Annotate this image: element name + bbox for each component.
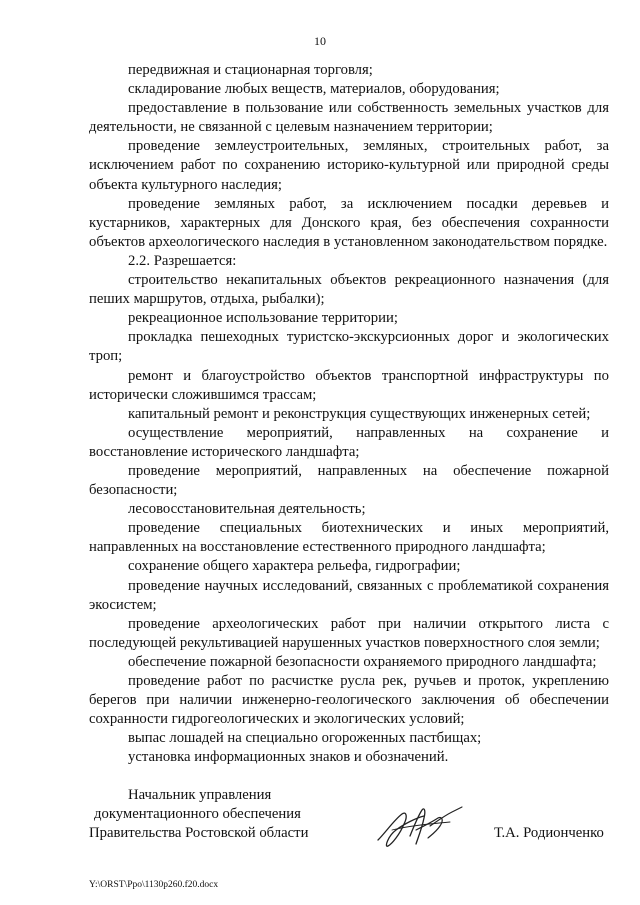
paragraph: проведение специальных биотехнических и иных мероприятий, направленных на восстановление естественного природного ландшафта; (89, 520, 609, 556)
paragraph: проведение мероприятий, направленных на обеспечение пожарной безопасности; (89, 462, 609, 499)
document-body (89, 61, 609, 767)
paragraph: осуществление мероприятий, направленных на сохранение и восстановление исторического ландшафта; (89, 424, 609, 460)
paragraph: ремонт и благоустройство объектов транспортной инфраструктуры по исторически сложившимся трассам; (89, 367, 609, 403)
paragraph: складирование любых веществ, материалов, оборудования; (128, 81, 500, 98)
paragraph: проведение научных исследований, связанных с проблематикой сохранения экосистем; (89, 577, 609, 613)
paragraph: установка информационных знаков и обозначений. (128, 749, 449, 766)
handwritten-signature (372, 796, 464, 860)
page-number: 10 (314, 34, 326, 48)
paragraph: передвижная и стационарная торговля; (128, 62, 373, 78)
signatory-name: Т.А. Родионченко (494, 825, 604, 841)
paragraph: проведение землеустроительных, земляных, строительных работ, за исключением работ по сохранению историко-культурной или природной среды объекта культурного наследия; (89, 138, 609, 193)
paragraph: предоставление в пользование или собственность земельных участков для деятельности, не связанной с целевым назначением территории; (89, 100, 609, 136)
signatory-title (89, 786, 308, 843)
signatory-title-line: Начальник управления (128, 787, 272, 803)
paragraph: рекреационное использование территории; (128, 310, 398, 327)
signatory-title-line: документационного обеспечения (94, 806, 301, 823)
file-path: Y:\ORST\Ppo\1130p260.f20.docx (89, 880, 219, 890)
paragraph: обеспечение пожарной безопасности охраняемого природного ландшафта; (128, 653, 597, 670)
signatory-title-line: Правительства Ростовской области (89, 825, 309, 842)
paragraph: строительство некапитальных объектов рекреационного назначения (для пеших маршрутов, отдыха, рыбалки); (89, 272, 609, 308)
paragraph: выпас лошадей на специально огороженных пастбищах; (128, 730, 482, 747)
paragraph: проведение земляных работ, за исключением посадки деревьев и кустарников, характерных для Донского края, без обеспечения сохранности объектов археологического наследия в установленном законодательством порядке. (89, 195, 609, 250)
section-heading: 2.2. Разрешается: (128, 252, 237, 269)
paragraph: прокладка пешеходных туристско-экскурсионных дорог и экологических троп; (89, 329, 609, 365)
paragraph: проведение археологических работ при наличии открытого листа с последующей рекультивацией нарушенных участков поверхностного слоя земли; (89, 615, 609, 651)
paragraph: сохранение общего характера рельефа, гидрографии; (128, 558, 461, 575)
paragraph: лесовосстановительная деятельность; (128, 501, 366, 518)
paragraph: проведение работ по расчистке русла рек, ручьев и проток, укреплению берегов при наличии инженерно-геологического заключения об обеспечении сохранности гидрогеологических и экологических условий; (89, 673, 609, 728)
paragraph: капитальный ремонт и реконструкция существующих инженерных сетей; (128, 405, 591, 422)
